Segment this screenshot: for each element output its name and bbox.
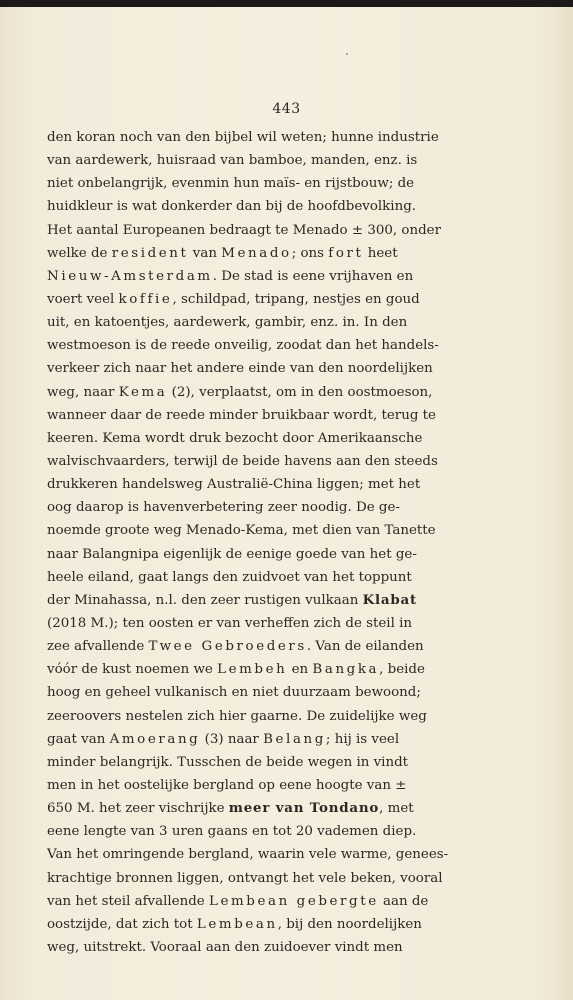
text-segment: vóór de kust noemen we [47, 662, 218, 678]
text-line [47, 843, 449, 866]
text-line [47, 195, 417, 218]
text-line [47, 427, 423, 450]
text-line [47, 334, 439, 357]
bold-term: Klabat [362, 591, 418, 608]
text-segment: keeren. Kema wordt druk bezocht door Amerikaansche [47, 430, 423, 446]
text-line [47, 219, 441, 242]
spaced-term: koffie [118, 291, 173, 307]
text-line [47, 867, 443, 890]
text-segment: (2018 M.); ten oosten er van verheffen zich de steil in [47, 615, 413, 631]
text-segment: oog daarop is havenverbetering zeer noodig. De ge- [47, 500, 400, 516]
text-segment: . De stad is eene vrijhaven en [212, 268, 414, 284]
text-segment: heele eiland, gaat langs den zuidvoet van het toppunt [47, 569, 412, 585]
text-segment: minder belangrijk. Tusschen de beide wegen in vindt [47, 754, 409, 770]
text-segment: ; hij is veel [325, 731, 400, 747]
text-segment: walvischvaarders, terwijl de beide havens aan den steeds [47, 453, 438, 469]
text-segment: krachtige bronnen liggen, ontvangt het vele beken, vooral [47, 870, 443, 886]
text-line [47, 635, 424, 658]
text-line [47, 820, 417, 843]
text-line [47, 496, 400, 519]
text-segment: men in het oostelijke bergland op eene hoogte van ± [47, 777, 407, 793]
text-line [47, 751, 409, 774]
text-line [47, 404, 436, 427]
text-segment: uit, en katoentjes, aardewerk, gambir, enz. in. In den [47, 315, 408, 331]
text-line [47, 172, 415, 195]
text-segment: Het aantal Europeanen bedraagt te Menado ± 300, onder [47, 222, 441, 238]
text-segment: , met [379, 801, 414, 817]
text-line [47, 543, 417, 566]
text-segment: noemde groote weg Menado-Kema, met dien van Tanette [47, 523, 436, 539]
text-line [47, 913, 422, 936]
text-segment: aan de [378, 893, 429, 909]
spaced-term: resident [111, 245, 189, 261]
text-segment: en [287, 662, 313, 678]
text-segment: Van het omringende bergland, waarin vele warme, genees- [47, 847, 449, 863]
text-line [47, 519, 436, 542]
text-segment: (3) naar [200, 731, 264, 747]
text-segment: van aardewerk, huisraad van bamboe, manden, enz. is [47, 153, 418, 169]
text-segment: wanneer daar de reede minder bruikbaar wordt, terug te [47, 407, 436, 423]
text-segment: weg, naar [47, 384, 119, 400]
text-line [47, 311, 408, 334]
text-segment: drukkeren handelsweg Australië-China liggen; met het [47, 477, 421, 493]
text-segment: der Minahassa, n.l. den zeer rustigen vulkaan [47, 592, 363, 608]
text-segment: ; ons [291, 245, 329, 261]
spaced-term: Bangka [312, 662, 380, 678]
spaced-term: Twee Gebroeders [148, 639, 307, 655]
spaced-term: Belang [263, 731, 326, 747]
spaced-term: Menado [221, 245, 292, 261]
text-segment: zee afvallende [47, 639, 149, 655]
page-number: 443 [272, 101, 301, 117]
text-line [47, 658, 425, 681]
text-line [47, 774, 407, 797]
text-line [47, 357, 433, 380]
text-segment: oostzijde, dat zich tot [47, 916, 197, 932]
text-line [47, 566, 412, 589]
text-line [47, 936, 403, 959]
text-segment: , schildpad, tripang, nestjes en goud [172, 291, 420, 307]
text-line [47, 126, 439, 149]
bold-term: meer van Tondano [228, 800, 380, 817]
text-segment: welke de [47, 245, 112, 261]
text-segment: zeeroovers nestelen zich hier gaarne. De zuidelijke weg [47, 708, 427, 724]
text-segment: eene lengte van 3 uren gaans en tot 20 vademen diep. [47, 824, 417, 840]
text-segment: voert veel [47, 291, 119, 307]
text-line [47, 242, 398, 265]
body-text [47, 126, 449, 959]
text-line [47, 473, 421, 496]
spaced-term: fort [328, 245, 364, 261]
paper-speck [346, 53, 348, 55]
text-line [47, 288, 420, 311]
spaced-term: Nieuw-Amsterdam [47, 268, 213, 284]
text-line [47, 381, 433, 404]
text-segment: heet [363, 245, 398, 261]
text-segment: den koran noch van den bijbel wil weten; hunne industrie [47, 130, 439, 145]
text-segment: (2), verplaatst, om in den oostmoeson, [167, 384, 433, 400]
spaced-term: Kema [118, 384, 168, 400]
text-line [47, 265, 414, 288]
text-segment: hoog en geheel vulkanisch en niet duurzaam bewoond; [47, 685, 421, 701]
text-segment: weg, uitstrekt. Vooraal aan den zuidoever vindt men [47, 939, 403, 955]
text-segment: van het steil afvallende [47, 893, 209, 909]
text-segment: naar Balangnipa eigenlijk de eenige goede van het ge- [47, 546, 417, 562]
text-segment: . Van de eilanden [306, 639, 424, 655]
spaced-term: Lembean gebergte [208, 893, 379, 909]
spaced-term: Lembean [196, 916, 278, 932]
text-line [47, 612, 413, 635]
spaced-term: Amoerang [109, 731, 201, 747]
text-segment: huidkleur is wat donkerder dan bij de hoofdbevolking. [47, 199, 417, 215]
scan-top-border [0, 0, 573, 7]
text-line [47, 890, 429, 913]
spaced-term: Lembeh [217, 662, 288, 678]
text-segment: gaat van [47, 731, 110, 747]
text-segment: , beide [379, 662, 425, 678]
text-segment: 650 M. het zeer vischrijke [47, 801, 229, 817]
text-line [47, 450, 438, 473]
text-segment: niet onbelangrijk, evenmin hun maïs- en rijstbouw; de [47, 176, 415, 192]
text-line [47, 149, 418, 172]
text-segment: van [188, 245, 222, 261]
text-segment: verkeer zich naar het andere einde van den noordelijken [47, 361, 433, 377]
text-segment: , bij den noordelijken [277, 916, 422, 932]
text-segment: westmoeson is de reede onveilig, zoodat dan het handels- [47, 338, 439, 354]
text-line [47, 728, 400, 751]
text-line [47, 797, 414, 820]
text-line [47, 705, 427, 728]
book-page [0, 7, 573, 1000]
text-line [47, 589, 418, 612]
text-line [47, 681, 421, 704]
